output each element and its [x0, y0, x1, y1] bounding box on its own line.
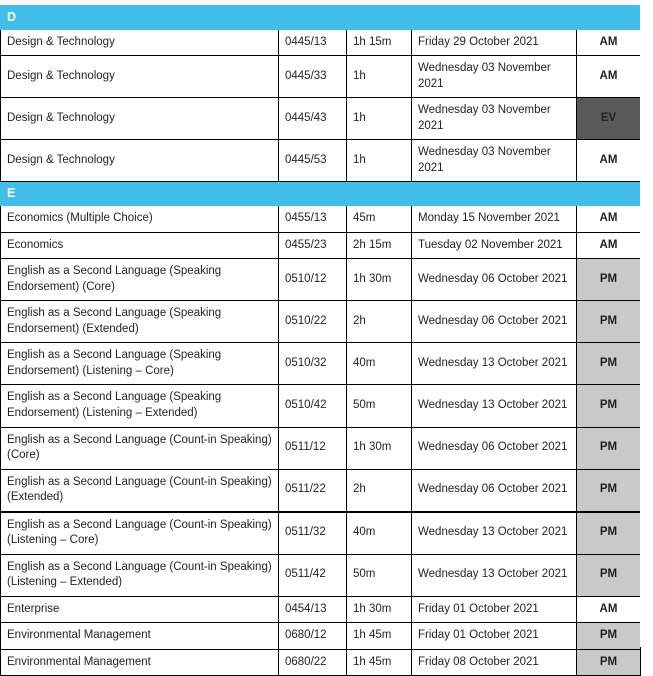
cell-date: Wednesday 13 October 2021	[412, 512, 577, 554]
cell-subject: English as a Second Language (Speaking Endorsement) (Extended)	[1, 301, 279, 343]
cell-date: Tuesday 02 November 2021	[412, 232, 577, 259]
cell-code: 0680/22	[279, 649, 347, 676]
section-header-row	[1, 182, 641, 206]
cell-session: PM	[577, 343, 641, 385]
table-row	[1, 206, 641, 233]
cell-subject: English as a Second Language (Speaking Endorsement) (Listening – Core)	[1, 343, 279, 385]
cell-duration: 1h 15m	[347, 29, 412, 56]
cell-date: Wednesday 03 November 2021	[412, 140, 577, 182]
cell-code: 0511/42	[279, 554, 347, 596]
cell-duration: 45m	[347, 206, 412, 233]
section-header-row	[1, 6, 641, 30]
cell-session: AM	[577, 232, 641, 259]
cell-session: AM	[577, 206, 641, 233]
page-right-margin	[640, 0, 653, 647]
cell-date: Wednesday 06 October 2021	[412, 259, 577, 301]
table-row	[1, 385, 641, 427]
cell-session: EV	[577, 98, 641, 140]
cell-subject: Environmental Management	[1, 649, 279, 676]
cell-duration: 2h 15m	[347, 232, 412, 259]
cell-code: 0445/53	[279, 140, 347, 182]
cell-subject: Design & Technology	[1, 29, 279, 56]
table-row	[1, 259, 641, 301]
cell-date: Friday 01 October 2021	[412, 623, 577, 650]
table-row	[1, 427, 641, 469]
cell-duration: 1h 45m	[347, 649, 412, 676]
cell-subject: English as a Second Language (Count-in Speaking) (Listening – Core)	[1, 512, 279, 554]
cell-duration: 40m	[347, 343, 412, 385]
table-row	[1, 649, 641, 676]
cell-session: PM	[577, 554, 641, 596]
cell-duration: 1h 45m	[347, 623, 412, 650]
cell-subject: Economics	[1, 232, 279, 259]
table-row	[1, 343, 641, 385]
cell-code: 0445/33	[279, 56, 347, 98]
cell-code: 0510/42	[279, 385, 347, 427]
exam-timetable-part-2	[0, 512, 641, 676]
cell-date: Wednesday 03 November 2021	[412, 98, 577, 140]
cell-subject: Enterprise	[1, 596, 279, 623]
cell-code: 0680/12	[279, 623, 347, 650]
cell-duration: 1h	[347, 140, 412, 182]
table-row	[1, 56, 641, 98]
section-header-fill	[279, 182, 641, 206]
cell-session: PM	[577, 649, 641, 676]
table-row	[1, 29, 641, 56]
cell-duration: 2h	[347, 301, 412, 343]
table-row	[1, 301, 641, 343]
cell-code: 0455/23	[279, 232, 347, 259]
cell-subject: Economics (Multiple Choice)	[1, 206, 279, 233]
exam-timetable-part-1	[0, 5, 641, 512]
cell-duration: 50m	[347, 554, 412, 596]
cell-code: 0445/43	[279, 98, 347, 140]
table-row	[1, 140, 641, 182]
section-letter: D	[1, 6, 279, 30]
table-row	[1, 469, 641, 511]
cell-date: Wednesday 03 November 2021	[412, 56, 577, 98]
table-row	[1, 596, 641, 623]
cell-session: PM	[577, 623, 641, 650]
cell-date: Friday 01 October 2021	[412, 596, 577, 623]
table-row	[1, 554, 641, 596]
section-letter: E	[1, 182, 279, 206]
cell-session: AM	[577, 56, 641, 98]
cell-code: 0510/12	[279, 259, 347, 301]
table-row	[1, 623, 641, 650]
cell-date: Monday 15 November 2021	[412, 206, 577, 233]
cell-date: Wednesday 13 October 2021	[412, 343, 577, 385]
cell-date: Wednesday 13 October 2021	[412, 554, 577, 596]
cell-subject: Design & Technology	[1, 98, 279, 140]
cell-session: PM	[577, 469, 641, 511]
cell-date: Wednesday 13 October 2021	[412, 385, 577, 427]
cell-session: AM	[577, 596, 641, 623]
cell-session: PM	[577, 427, 641, 469]
cell-subject: English as a Second Language (Count-in Speaking) (Listening – Extended)	[1, 554, 279, 596]
cell-duration: 1h 30m	[347, 596, 412, 623]
cell-subject: English as a Second Language (Speaking Endorsement) (Listening – Extended)	[1, 385, 279, 427]
cell-session: PM	[577, 301, 641, 343]
cell-code: 0510/32	[279, 343, 347, 385]
cell-duration: 40m	[347, 512, 412, 554]
cell-subject: English as a Second Language (Speaking Endorsement) (Core)	[1, 259, 279, 301]
cell-session: PM	[577, 385, 641, 427]
cell-duration: 1h	[347, 98, 412, 140]
cell-duration: 1h 30m	[347, 427, 412, 469]
cell-code: 0445/13	[279, 29, 347, 56]
cell-code: 0511/12	[279, 427, 347, 469]
cell-session: AM	[577, 140, 641, 182]
cell-date: Friday 29 October 2021	[412, 29, 577, 56]
cell-duration: 2h	[347, 469, 412, 511]
cell-session: PM	[577, 259, 641, 301]
cell-subject: Design & Technology	[1, 140, 279, 182]
cell-date: Wednesday 06 October 2021	[412, 301, 577, 343]
cell-session: PM	[577, 512, 641, 554]
table-row	[1, 98, 641, 140]
cell-duration: 1h 30m	[347, 259, 412, 301]
cell-subject: English as a Second Language (Count-in Speaking) (Extended)	[1, 469, 279, 511]
cell-code: 0511/22	[279, 469, 347, 511]
section-header-fill	[279, 6, 641, 30]
cell-session: AM	[577, 29, 641, 56]
cell-duration: 1h	[347, 56, 412, 98]
cell-subject: Environmental Management	[1, 623, 279, 650]
cell-code: 0510/22	[279, 301, 347, 343]
cell-code: 0455/13	[279, 206, 347, 233]
cell-code: 0511/32	[279, 512, 347, 554]
cell-subject: English as a Second Language (Count-in Speaking) (Core)	[1, 427, 279, 469]
table-row	[1, 232, 641, 259]
cell-subject: Design & Technology	[1, 56, 279, 98]
cell-date: Wednesday 06 October 2021	[412, 469, 577, 511]
table-row	[1, 512, 641, 554]
cell-date: Friday 08 October 2021	[412, 649, 577, 676]
cell-date: Wednesday 06 October 2021	[412, 427, 577, 469]
cell-code: 0454/13	[279, 596, 347, 623]
cell-duration: 50m	[347, 385, 412, 427]
